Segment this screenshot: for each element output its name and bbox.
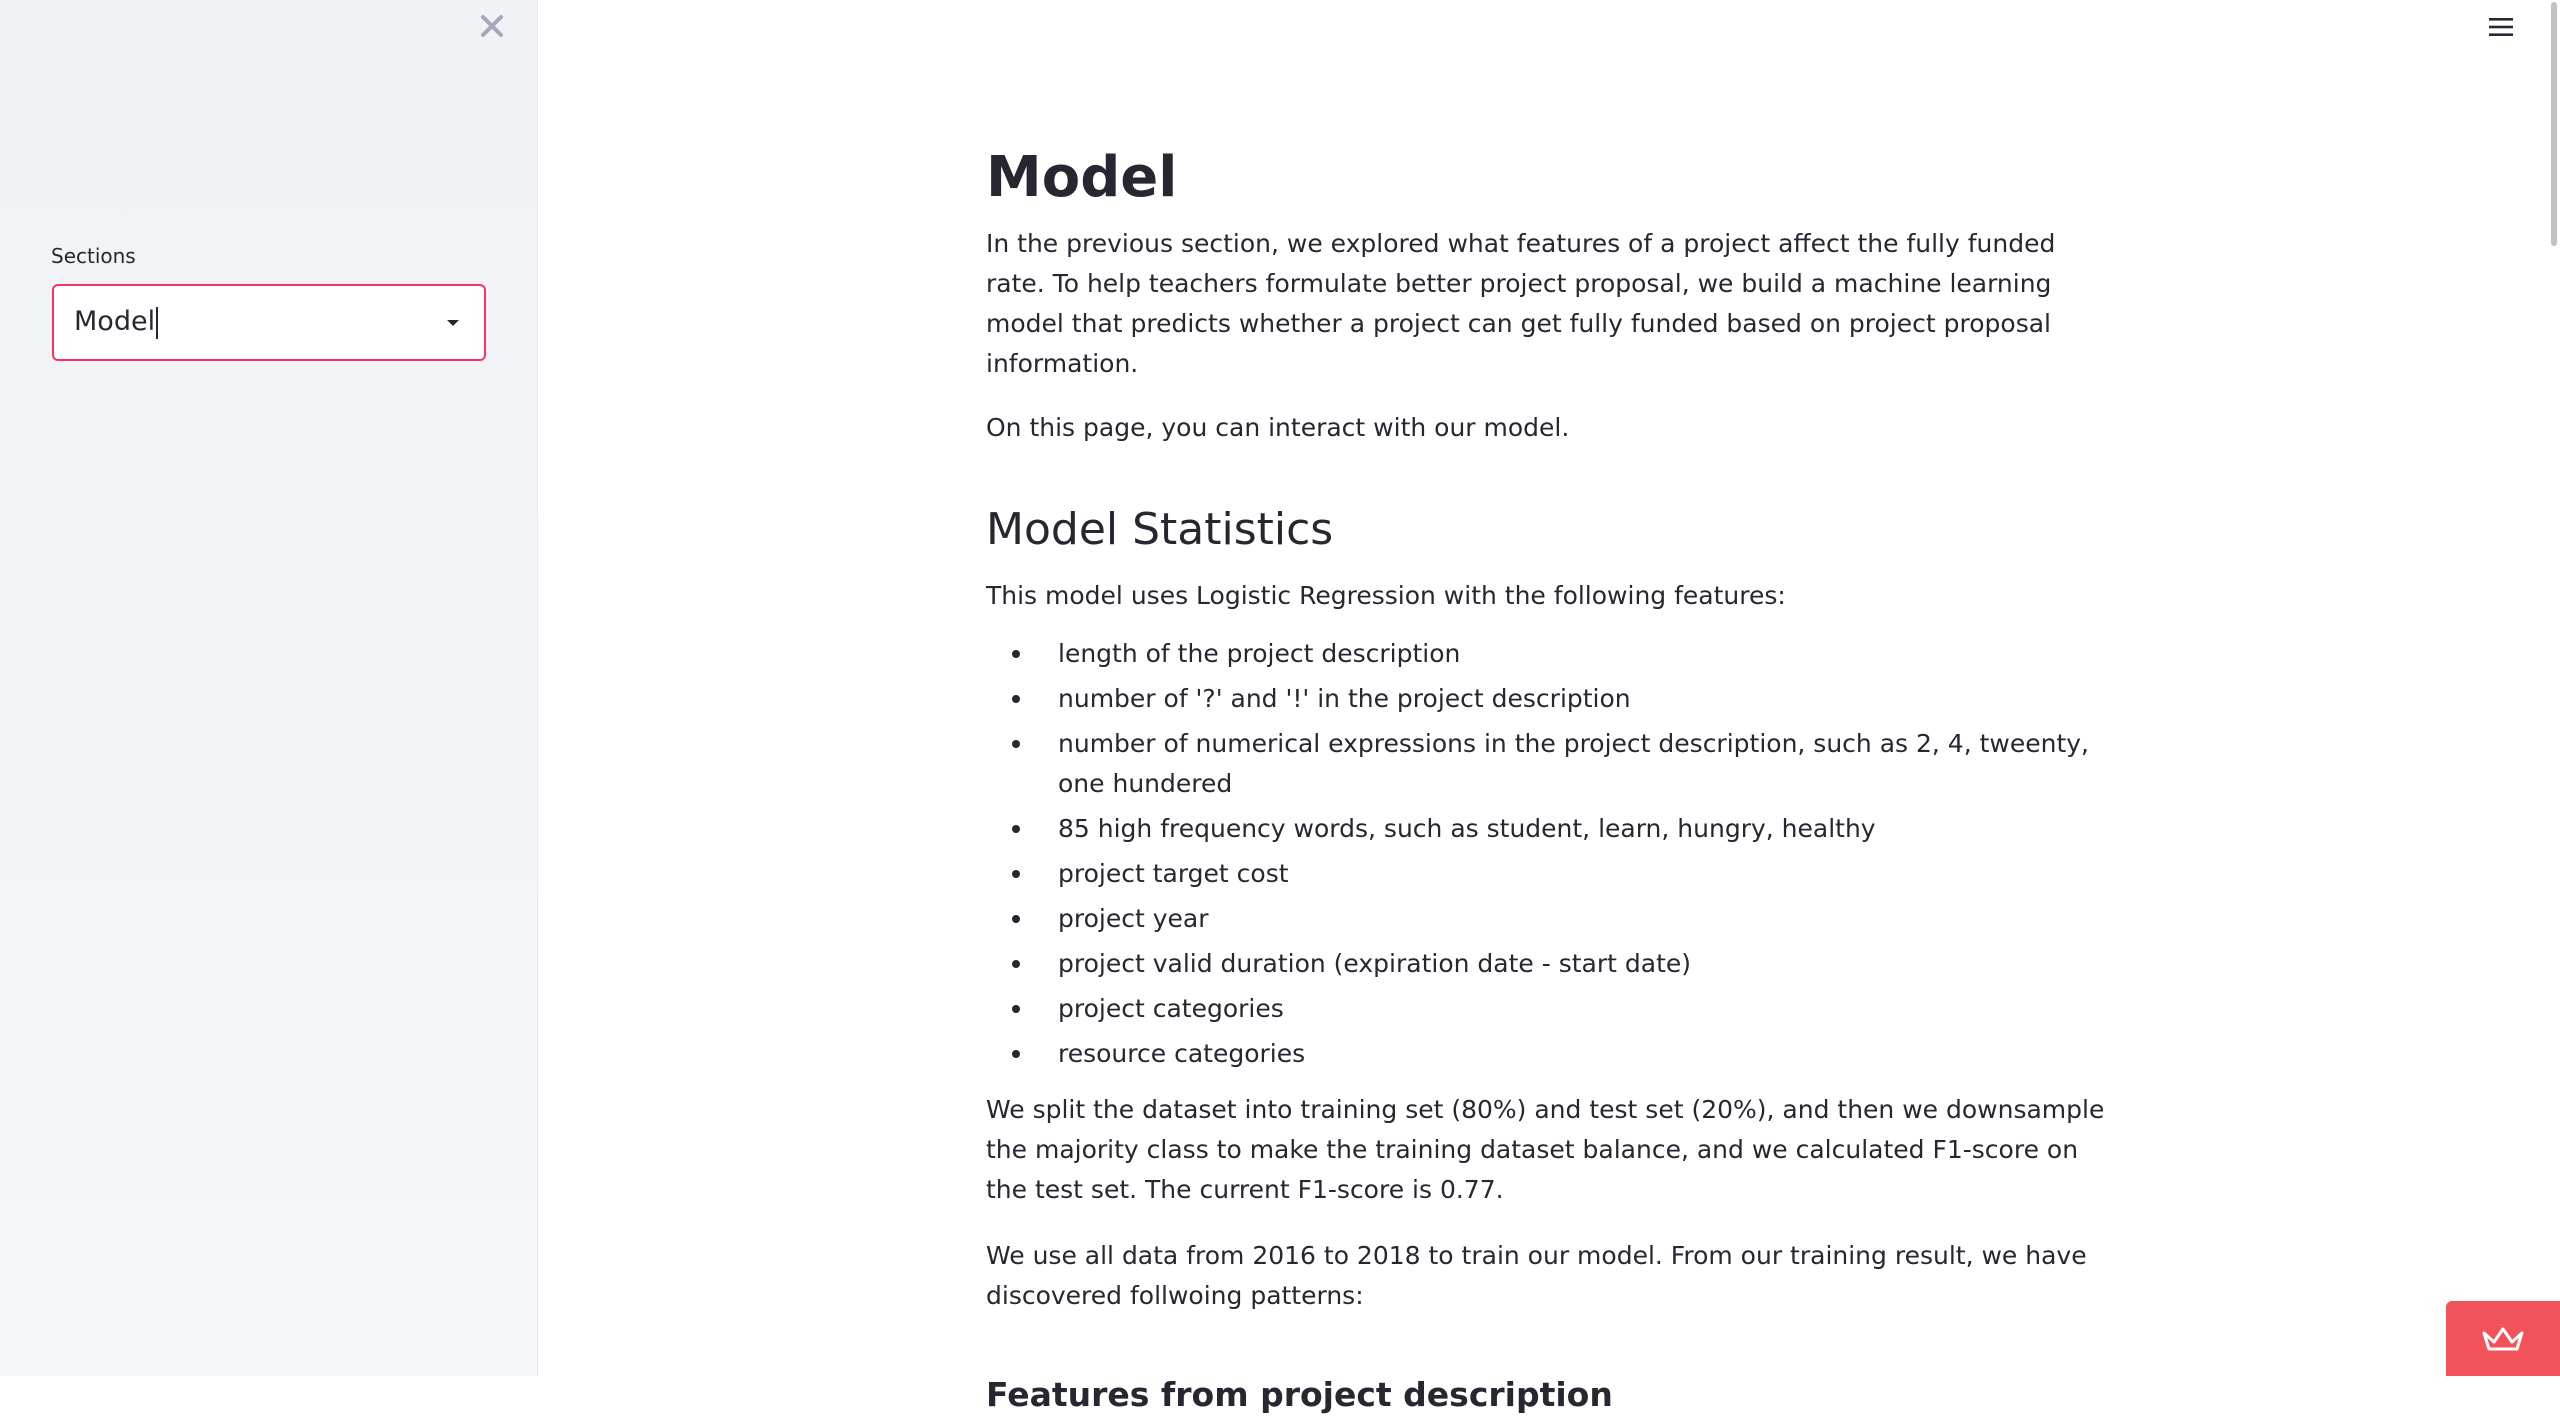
model-uses-paragraph: This model uses Logistic Regression with the following features: xyxy=(986,581,1786,610)
bullet-icon xyxy=(1012,695,1020,703)
model-statistics-heading: Model Statistics xyxy=(986,504,1334,555)
list-item: number of numerical expressions in the project description, such as 2, 4, tweenty, one hundered xyxy=(986,724,2106,804)
scrollbar-thumb[interactable] xyxy=(2551,2,2557,246)
sections-select-value[interactable]: Model xyxy=(74,306,442,339)
sections-select[interactable] xyxy=(52,284,486,361)
main-content xyxy=(986,140,2106,1418)
page-title: Model xyxy=(986,145,1178,210)
interact-paragraph: On this page, you can interact with our model. xyxy=(986,413,1570,442)
list-item: project year xyxy=(986,899,2106,939)
close-icon xyxy=(479,13,505,39)
list-item: number of '?' and '!' in the project description xyxy=(986,679,2106,719)
features-list xyxy=(986,634,2106,1074)
app-badge-button[interactable] xyxy=(2446,1301,2560,1376)
chevron-down-icon[interactable] xyxy=(442,312,464,334)
sidebar-close-button[interactable] xyxy=(476,10,508,42)
bullet-icon xyxy=(1012,915,1020,923)
page-scrollbar[interactable] xyxy=(2549,0,2560,1376)
features-from-description-heading: Features from project description xyxy=(986,1375,1613,1414)
bullet-icon xyxy=(1012,650,1020,658)
text-cursor xyxy=(156,307,158,339)
bullet-icon xyxy=(1012,1005,1020,1013)
sections-label: Sections xyxy=(51,244,136,268)
bullet-icon xyxy=(1012,825,1020,833)
split-paragraph: We split the dataset into training set (80%) and test set (20%), and then we downsample the majority class to make the training dataset balance, and we calculated F1-score on the test set. The current F1-score is 0.77. xyxy=(986,1095,2105,1204)
sidebar xyxy=(0,0,538,1376)
crown-icon xyxy=(2481,1325,2525,1353)
hamburger-menu-icon xyxy=(2488,16,2514,38)
bullet-icon xyxy=(1012,740,1020,748)
list-item: resource categories xyxy=(986,1034,2106,1074)
list-item: project target cost xyxy=(986,854,2106,894)
bullet-icon xyxy=(1012,1050,1020,1058)
list-item: 85 high frequency words, such as student, learn, hungry, healthy xyxy=(986,809,2106,849)
list-item: length of the project description xyxy=(986,634,2106,674)
main-menu-button[interactable] xyxy=(2486,12,2516,42)
list-item: project valid duration (expiration date - start date) xyxy=(986,944,2106,984)
list-item: project categories xyxy=(986,989,2106,1029)
intro-paragraph: In the previous section, we explored what features of a project affect the fully funded rate. To help teachers formulate better project proposal, we build a machine learning model that predicts whether a project can get fully funded based on project proposal information. xyxy=(986,229,2056,378)
training-data-paragraph: We use all data from 2016 to 2018 to train our model. From our training result, we have discovered follwoing patterns: xyxy=(986,1241,2087,1310)
bullet-icon xyxy=(1012,960,1020,968)
bullet-icon xyxy=(1012,870,1020,878)
